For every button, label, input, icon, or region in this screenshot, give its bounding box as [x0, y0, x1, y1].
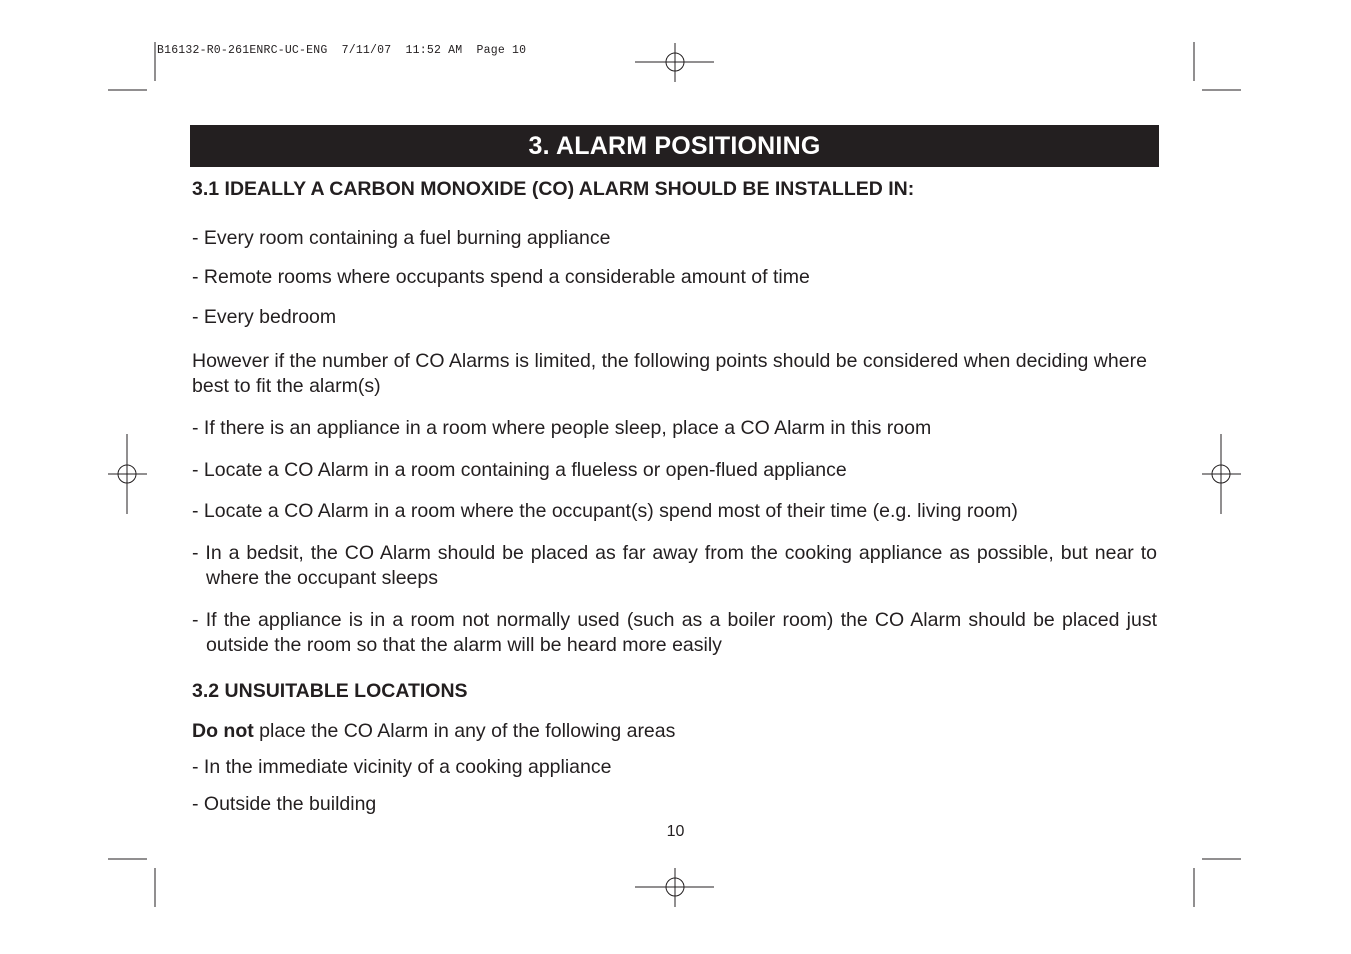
section-title: 3. ALARM POSITIONING [190, 125, 1159, 167]
lead-rest: place the CO Alarm in any of the following areas [253, 720, 676, 742]
list-item: - In a bedsit, the CO Alarm should be placed as far away from the cooking appliance as possible, but near to where the occupant sleeps [192, 542, 1157, 589]
subsection-heading-3-2: 3.2 UNSUITABLE LOCATIONS [192, 680, 468, 702]
list-item: - Locate a CO Alarm in a room where the occupant(s) spend most of their time (e.g. living room) [192, 500, 1018, 522]
lead-strong: Do not [192, 720, 254, 742]
list-item: - Every room containing a fuel burning appliance [192, 227, 611, 249]
registration-mark-left [108, 434, 147, 514]
list-item: - Remote rooms where occupants spend a considerable amount of time [192, 266, 810, 288]
list-item: - If the appliance is in a room not normally used (such as a boiler room) the CO Alarm should be placed just outside the room so that the alarm will be heard more easily [192, 609, 1157, 656]
registration-mark-right [1202, 434, 1241, 514]
intro-paragraph: However if the number of CO Alarms is limited, the following points should be considered when deciding where best to fit the alarm(s) [192, 350, 1147, 397]
page-number: 10 [666, 823, 685, 840]
list-item: - If there is an appliance in a room where people sleep, place a CO Alarm in this room [192, 417, 932, 439]
registration-mark-bottom [635, 868, 714, 907]
list-item: - Locate a CO Alarm in a room containing a flueless or open-flued appliance [192, 459, 847, 481]
lead-sentence [192, 719, 1157, 744]
list-item: - Every bedroom [192, 306, 337, 328]
print-slug: B16132-R0-261ENRC-UC-ENG 7/11/07 11:52 AM Page 10 [157, 44, 527, 57]
list-item: - In the immediate vicinity of a cooking appliance [192, 756, 612, 778]
subsection-heading-3-1: 3.1 IDEALLY A CARBON MONOXIDE (CO) ALARM SHOULD BE INSTALLED IN: [192, 178, 915, 200]
page-content [192, 177, 1157, 817]
registration-mark-top [635, 43, 714, 82]
list-item: - Outside the building [192, 793, 377, 815]
